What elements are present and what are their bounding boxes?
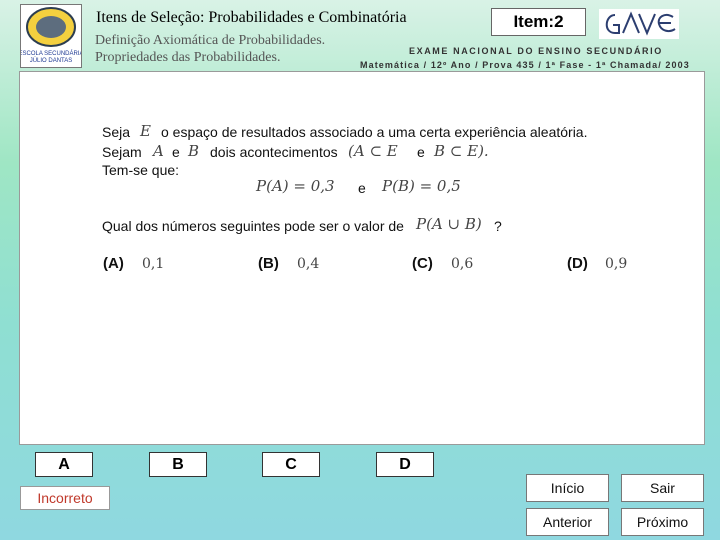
math-B: B [188,142,200,160]
item-number-badge: Item:2 [491,8,586,36]
question-text-sejam: Sejam [102,144,142,160]
subtitle-line-1: Definição Axiomática de Probabilidades. [95,33,326,48]
answer-button-d[interactable]: D [376,452,434,477]
exam-details: Matemática / 12º Ano / Prova 435 / 1ª Fase - 1ª Chamada/ 2003 [360,60,690,70]
question-text-e: e [172,144,180,160]
math-A: A [153,142,164,160]
answer-button-a[interactable]: A [35,452,93,477]
question-text-given: Tem-se que: [102,162,180,178]
option-b-value: 0,4 [297,256,320,272]
question-text-e3: e [358,180,366,196]
subtitle-line-2: Propriedades das Probabilidades. [95,50,281,65]
option-a-letter: (A) [103,255,124,272]
previous-button[interactable]: Anterior [526,508,609,536]
school-logo [20,4,82,68]
question-text-events: dois acontecimentos [210,144,338,160]
question-panel [19,71,705,445]
page-title: Itens de Seleção: Probabilidades e Combinatória [96,9,407,26]
gave-logo-icon [599,9,679,39]
math-PB: P(B) = 0,5 [382,177,461,195]
math-A-subset-E: (A ⊂ E [348,142,398,160]
option-d-letter: (D) [567,255,588,272]
answer-button-c[interactable]: C [262,452,320,477]
school-logo-icon [21,5,81,67]
option-c-letter: (C) [412,255,433,272]
next-button[interactable]: Próximo [621,508,704,536]
option-a-value: 0,1 [142,256,165,272]
option-c-value: 0,6 [451,256,474,272]
math-P-A-union-B: P(A ∪ B) [416,215,482,233]
feedback-label: Incorreto [20,486,110,510]
svg-text:JÚLIO DANTAS: JÚLIO DANTAS [29,58,73,64]
option-b-letter: (B) [258,255,279,272]
exit-button[interactable]: Sair [621,474,704,502]
page-subtitle [95,32,325,66]
math-E: E [140,122,151,140]
question-prompt: Qual dos números seguintes pode ser o valor de [102,218,404,234]
exam-title: EXAME NACIONAL DO ENSINO SECUNDÁRIO [409,46,663,56]
math-B-subset-E: B ⊂ E). [434,142,489,160]
svg-text:ESCOLA SECUNDÁRIA: ESCOLA SECUNDÁRIA [21,51,81,57]
option-d-value: 0,9 [605,256,628,272]
question-mark: ? [494,218,502,234]
question-text-line1: o espaço de resultados associado a uma certa experiência aleatória. [161,124,588,140]
question-text-e2: e [417,144,425,160]
question-text-seja: Seja [102,124,131,140]
math-PA: P(A) = 0,3 [256,177,335,195]
answer-button-b[interactable]: B [149,452,207,477]
start-button[interactable]: Início [526,474,609,502]
gave-logo [599,9,679,39]
